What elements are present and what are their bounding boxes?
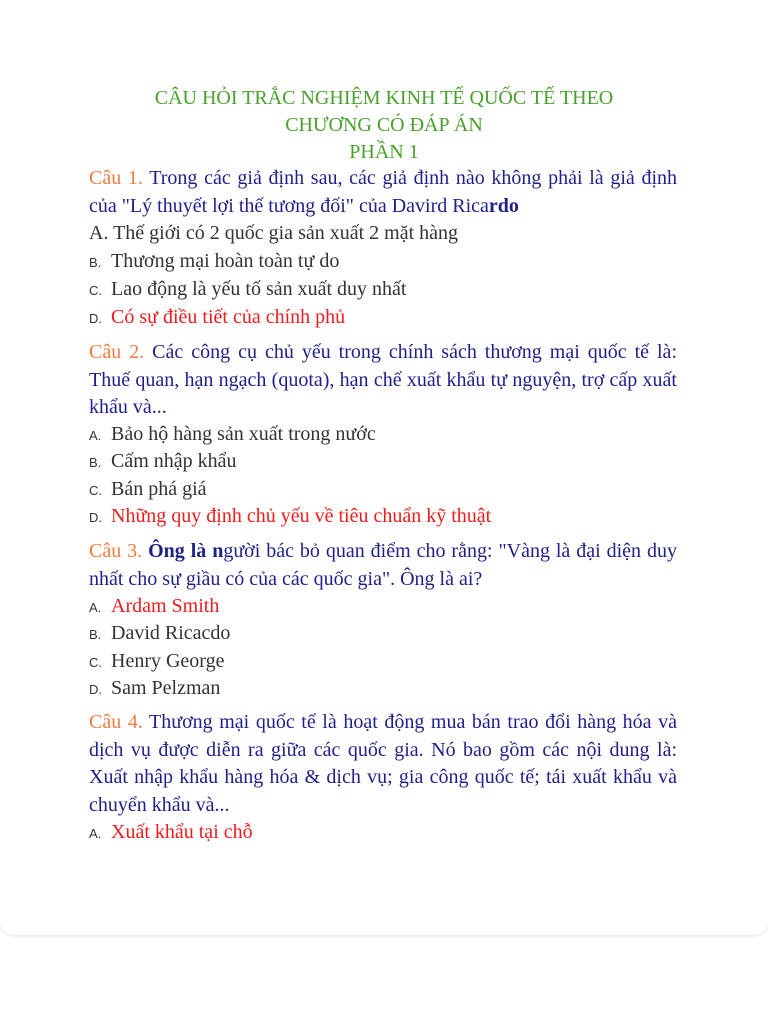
option-letter: D. — [89, 682, 102, 697]
question-text: gười bác bỏ quan điểm cho rằng: "Vàng là đại diện duy nhất cho sự giầu có của các quốc gia". Ông là ai? — [89, 540, 677, 590]
option-text: Thế giới có 2 quốc gia sản xuất 2 mặt hàng — [108, 222, 459, 244]
option-letter: A. — [89, 826, 102, 841]
option-letter: B. — [89, 627, 102, 642]
correct-answer-text: Có sự điều tiết của chính phủ — [111, 306, 346, 328]
question-text-bold: Ông là n — [148, 540, 224, 562]
option-letter: A. — [89, 222, 109, 244]
correct-answer-text: Ardam Smith — [111, 595, 220, 617]
question-2-option-d — [89, 503, 689, 531]
option-letter: D. — [89, 510, 102, 525]
document-title-line-2: CHƯƠNG CÓ ĐÁP ÁN — [285, 114, 483, 136]
option-letter: A. — [89, 600, 102, 615]
option-letter: C. — [89, 483, 102, 498]
option-letter: A. — [89, 428, 102, 443]
option-letter: B. — [89, 455, 102, 470]
question-1-option-c — [89, 276, 689, 304]
question-label: Câu 3. — [89, 540, 143, 562]
option-letter: B. — [89, 255, 102, 270]
correct-answer-text: Những quy định chủ yếu về tiêu chuẩn kỹ thuật — [111, 505, 492, 527]
option-letter: C. — [89, 655, 102, 670]
option-text: Cấm nhập khẩu — [111, 450, 237, 472]
option-letter: C. — [89, 283, 102, 298]
option-text: Henry George — [111, 650, 225, 672]
question-text: Thương mại quốc tế là hoạt động mua bán trao đổi hàng hóa và dịch vụ được diễn ra giữa các quốc gia. Nó bao gồm các nội dung là: Xuất nhập khẩu hàng hóa & dịch vụ; gia công quốc tế; tái xuất khẩu và chuyển khẩu và... — [89, 711, 678, 816]
option-letter: D. — [89, 311, 102, 326]
question-2-option-c — [89, 476, 689, 504]
question-3 — [89, 538, 677, 593]
question-text: Các công cụ chủ yếu trong chính sách thương mại quốc tế là: Thuế quan, hạn ngạch (quota), hạn chế xuất khẩu tự nguyện, trợ cấp xuất khẩu và... — [89, 341, 677, 418]
question-3-option-b — [89, 620, 689, 648]
question-2-option-a — [89, 421, 689, 449]
document-title-line-1: CÂU HỎI TRẮC NGHIỆM KINH TẾ QUỐC TẾ THEO — [154, 87, 614, 109]
question-label: Câu 2. — [89, 341, 145, 363]
option-text: Sam Pelzman — [111, 677, 221, 699]
question-4-option-a — [89, 819, 689, 847]
question-2 — [89, 339, 677, 422]
option-text: Bán phá giá — [111, 478, 207, 500]
question-1 — [89, 165, 677, 220]
option-text: David Ricacdo — [111, 622, 231, 644]
question-3-option-d — [89, 675, 689, 703]
question-3-option-c — [89, 648, 689, 676]
question-1-option-a — [89, 220, 689, 247]
question-1-option-b — [89, 248, 689, 276]
correct-answer-text: Xuất khẩu tại chỗ — [111, 821, 253, 843]
option-text: Thương mại hoàn toàn tự do — [111, 250, 340, 272]
question-label: Câu 4. — [89, 711, 143, 733]
option-text: Bảo hộ hàng sản xuất trong nước — [111, 423, 376, 445]
question-1-option-d — [89, 304, 689, 332]
document-title-line-3: PHẦN 1 — [349, 141, 419, 163]
question-text: Trong các giả định sau, các giả định nào không phải là giả định của "Lý thuyết lợi thế tương đối" của Davird Rica — [89, 167, 677, 217]
option-text: Lao động là yếu tố sản xuất duy nhất — [111, 278, 407, 300]
question-label: Câu 1. — [89, 167, 143, 189]
question-text-bold: rdo — [488, 194, 519, 217]
question-2-option-b — [89, 448, 689, 476]
question-3-option-a — [89, 593, 689, 621]
question-4 — [89, 709, 677, 819]
